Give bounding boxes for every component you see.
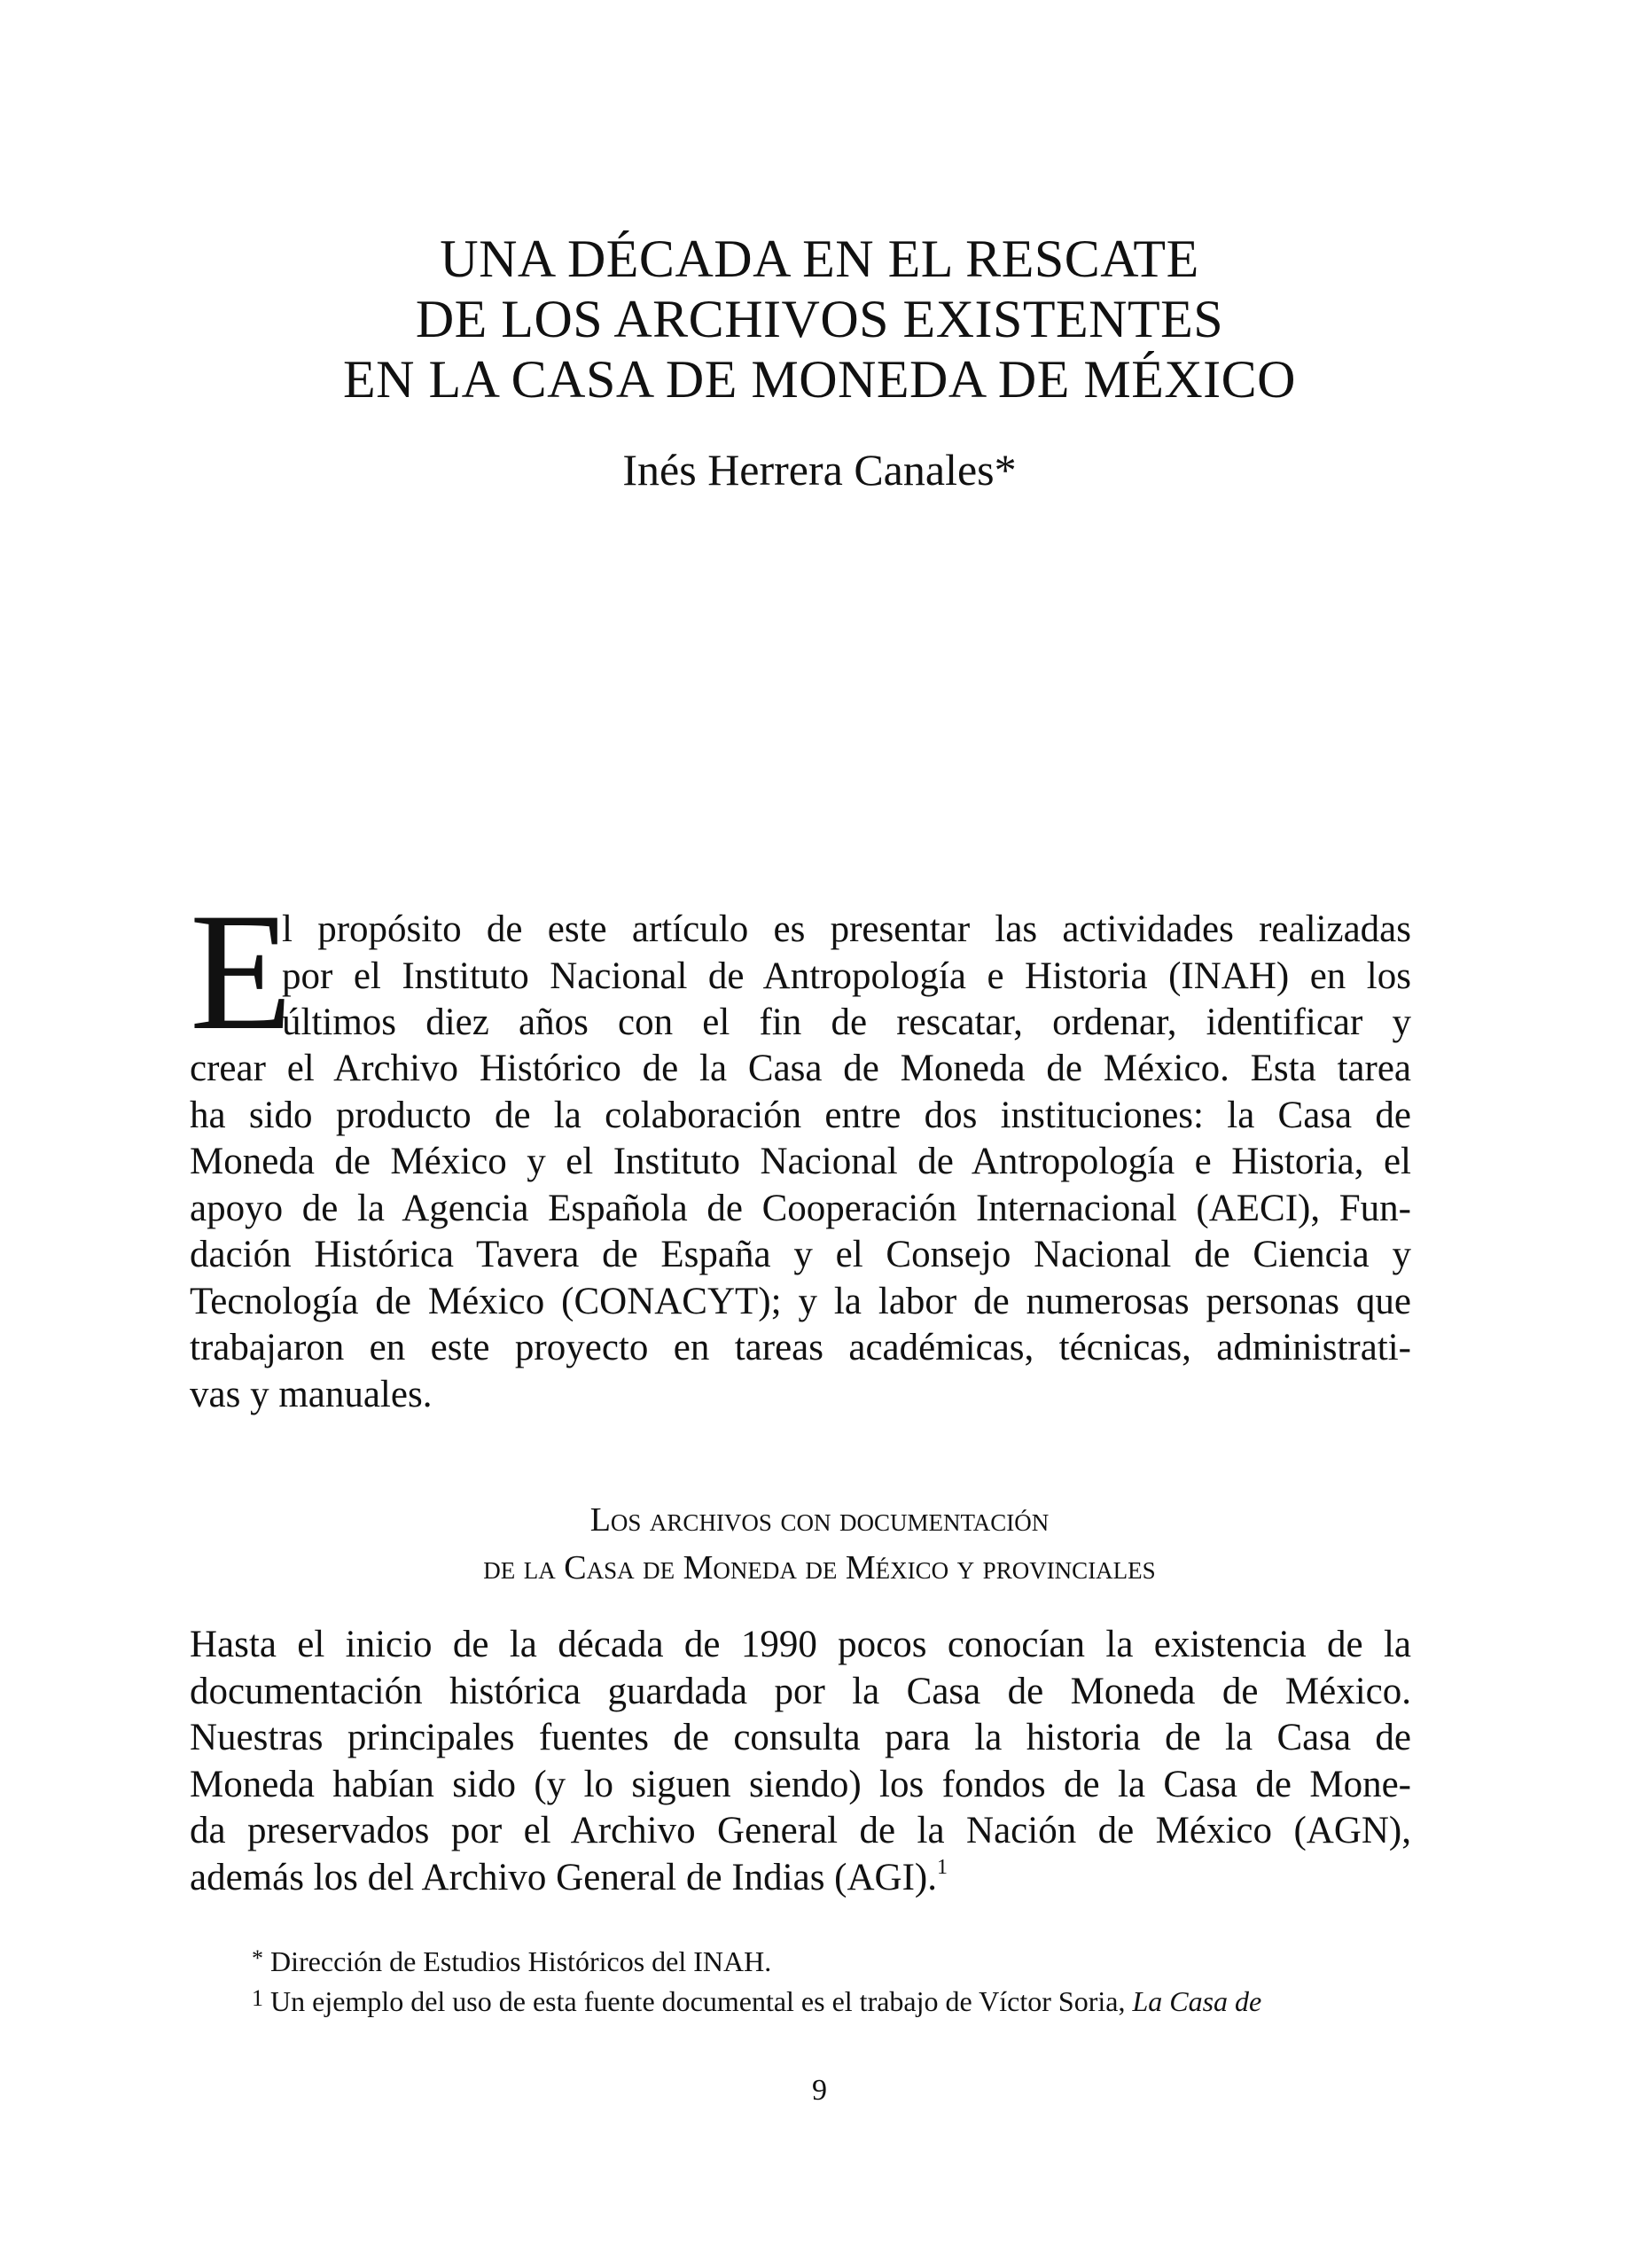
section-line-1: Hasta el inicio de la década de 1990 pocos conocían la existencia de la: [190, 1624, 1411, 1665]
intro-line-4: crear el Archivo Histórico de la Casa de Moneda de México. Esta tarea: [190, 1048, 1411, 1089]
section-line-4: Moneda habían sido (y lo siguen siendo) los fondos de la Casa de Mone-: [190, 1763, 1411, 1805]
section-line-6-text: además los del Archivo General de Indias (AGI).: [190, 1856, 937, 1898]
intro-line-7: apoyo de la Agencia Española de Cooperación Internacional (AECI), Fun-: [190, 1187, 1411, 1229]
footnote-text: Un ejemplo del uso de esta fuente documental es el trabajo de Víctor Soria,: [270, 1985, 1126, 2017]
intro-line-10: trabajaron en este proyecto en tareas académicas, técnicas, administrati-: [190, 1327, 1411, 1368]
footnote-1: [190, 1980, 1411, 2020]
section-line-5: da preservados por el Archivo General de la Nación de México (AGN),: [190, 1810, 1411, 1851]
section-line-2: documentación histórica guardada por la Casa de Moneda de México.: [190, 1670, 1411, 1712]
intro-line-1: l propósito de este artículo es presentar las actividades realizadas: [282, 908, 1411, 950]
intro-line-8: dación Histórica Tavera de España y el Consejo Nacional de Ciencia y: [190, 1234, 1411, 1275]
footnote-author: [190, 1940, 1411, 1980]
title-line-3: EN LA CASA DE MONEDA DE MÉXICO: [342, 350, 1297, 409]
footnote-text: Dirección de Estudios Históricos del INAH.: [270, 1945, 772, 1977]
section-line-6: [190, 1855, 1411, 1902]
page-number: 9: [812, 2074, 827, 2107]
footnote-mark: *: [252, 1945, 263, 1971]
footnote-ref-1: 1: [937, 1855, 948, 1879]
intro-line-5: ha sido producto de la colaboración entre dos instituciones: la Casa de: [190, 1094, 1411, 1136]
title-line-2: DE LOS ARCHIVOS EXISTENTES: [415, 290, 1224, 348]
intro-line-11: vas y manuales.: [190, 1373, 433, 1415]
section-heading: [0, 1496, 1639, 1592]
footnote-italic-title: La Casa de: [1132, 1985, 1262, 2017]
section-heading-line-1: Los archivos con documentación: [589, 1501, 1050, 1539]
title-line-1: UNA DÉCADA EN EL RESCATE: [440, 230, 1199, 288]
author-name: Inés Herrera Canales*: [622, 445, 1017, 495]
intro-line-9: Tecnología de México (CONACYT); y la labor de numerosas personas que: [190, 1280, 1411, 1322]
footnote-mark: 1: [252, 1985, 263, 2011]
section-line-3: Nuestras principales fuentes de consulta para la historia de la Casa de: [190, 1717, 1411, 1758]
intro-line-6: Moneda de México y el Instituto Nacional de Antropología e Historia, el: [190, 1141, 1411, 1182]
article-title: [0, 229, 1639, 409]
section-heading-line-2: de la Casa de Moneda de México y provinciales: [483, 1549, 1156, 1586]
intro-indented-text: [282, 907, 1411, 1047]
intro-line-3: últimos diez años con el fin de rescatar, ordenar, identificar y: [282, 1002, 1411, 1043]
drop-cap: E: [190, 906, 293, 1048]
intro-line-2: por el Instituto Nacional de Antropología e Historia (INAH) en los: [282, 955, 1411, 997]
section-paragraph: [190, 1622, 1411, 1901]
intro-paragraph: [190, 1046, 1411, 1418]
footnotes: [190, 1940, 1411, 2020]
